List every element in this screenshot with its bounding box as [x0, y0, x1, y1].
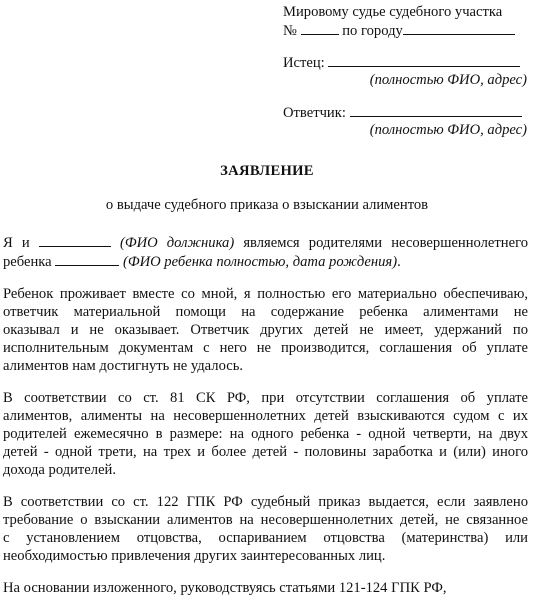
family-code-line: родителей ежемесячно в размере: на одного ребенка - одной четверти, на двух [3, 426, 528, 442]
parents-text-start: Я и [3, 235, 30, 251]
child-name-hint: (ФИО ребенка полностью, дата рождения) [122, 254, 398, 270]
document-subtitle: о выдаче судебного приказа о взыскании алиментов [105, 197, 429, 213]
debtor-name-hint: (ФИО должника) [119, 235, 235, 251]
procedure-code-line: В соответствии со ст. 122 ГПК РФ судебный приказ выдается, если заявлено [3, 494, 528, 510]
parents-line-2 [3, 252, 528, 271]
family-code-line: В соответствии со ст. 81 СК РФ, при отсутствии соглашения об уплате [3, 390, 528, 406]
plaintiff-blank[interactable] [328, 53, 520, 67]
paragraph-family-code [3, 389, 528, 479]
paragraph-procedure-code [3, 493, 528, 565]
defendant-line [283, 103, 533, 121]
document-title: ЗАЯВЛЕНИЕ [220, 163, 314, 179]
family-code-line: дохода родителей. [3, 462, 117, 478]
paragraph-conclusion [3, 579, 528, 597]
defendant-hint: (полностью ФИО, адрес) [369, 122, 527, 138]
procedure-code-line: с установлением отцовства, оспариванием отцовства (материнства) или [3, 530, 528, 546]
plaintiff-line [283, 53, 533, 71]
debtor-name-blank[interactable] [39, 233, 111, 247]
conclusion-line: На основании изложенного, руководствуясь статьями 121-124 ГПК РФ, [3, 580, 447, 596]
defendant-blank[interactable] [350, 103, 522, 117]
addressee-block [283, 3, 533, 139]
residence-line: исполнительным документам с него не производится, соглашения об уплате [3, 340, 528, 356]
residence-line: ответчик материальной помощи на содержание ребенка алиментами не [3, 304, 528, 320]
plaintiff-label: Истец: [283, 55, 325, 71]
family-code-line: детей - одной трети, на трех и более детей - половины заработка и (или) иного [3, 444, 528, 460]
number-sign: № [283, 23, 297, 39]
judge-line: Мировому судье судебного участка [283, 4, 503, 20]
procedure-code-line: требование о взыскании алиментов на несовершеннолетних детей, не связанное [3, 512, 528, 528]
parents-text-end: являемся родителями несовершеннолетнего [243, 235, 528, 251]
court-number-blank[interactable] [301, 21, 339, 35]
plaintiff-hint: (полностью ФИО, адрес) [369, 72, 527, 88]
residence-line: алиментов нам достигнуть не удалось. [3, 358, 244, 374]
residence-line: Ребенок проживает вместе со мной, я полностью его материально обеспечиваю, [3, 286, 528, 302]
procedure-code-line: необходимостью привлечения других заинтересованных лиц. [3, 548, 386, 564]
child-name-blank[interactable] [55, 252, 119, 266]
family-code-line: алиментов, алименты на несовершеннолетних детей взыскиваются судом с их [3, 408, 528, 424]
paragraph-residence [3, 285, 528, 375]
paragraph-parents [3, 233, 528, 271]
defendant-label: Ответчик: [283, 105, 346, 121]
parents-line-1 [3, 233, 528, 252]
court-number-line [283, 21, 533, 39]
child-label: ребенка [3, 254, 52, 270]
child-line-period: . [397, 254, 401, 270]
city-label: по городу [342, 23, 403, 39]
document-body [3, 233, 528, 597]
residence-line: оказывал и не оказывает. Ответчик других детей не имеет, удержаний по [3, 322, 528, 338]
city-blank[interactable] [403, 21, 515, 35]
